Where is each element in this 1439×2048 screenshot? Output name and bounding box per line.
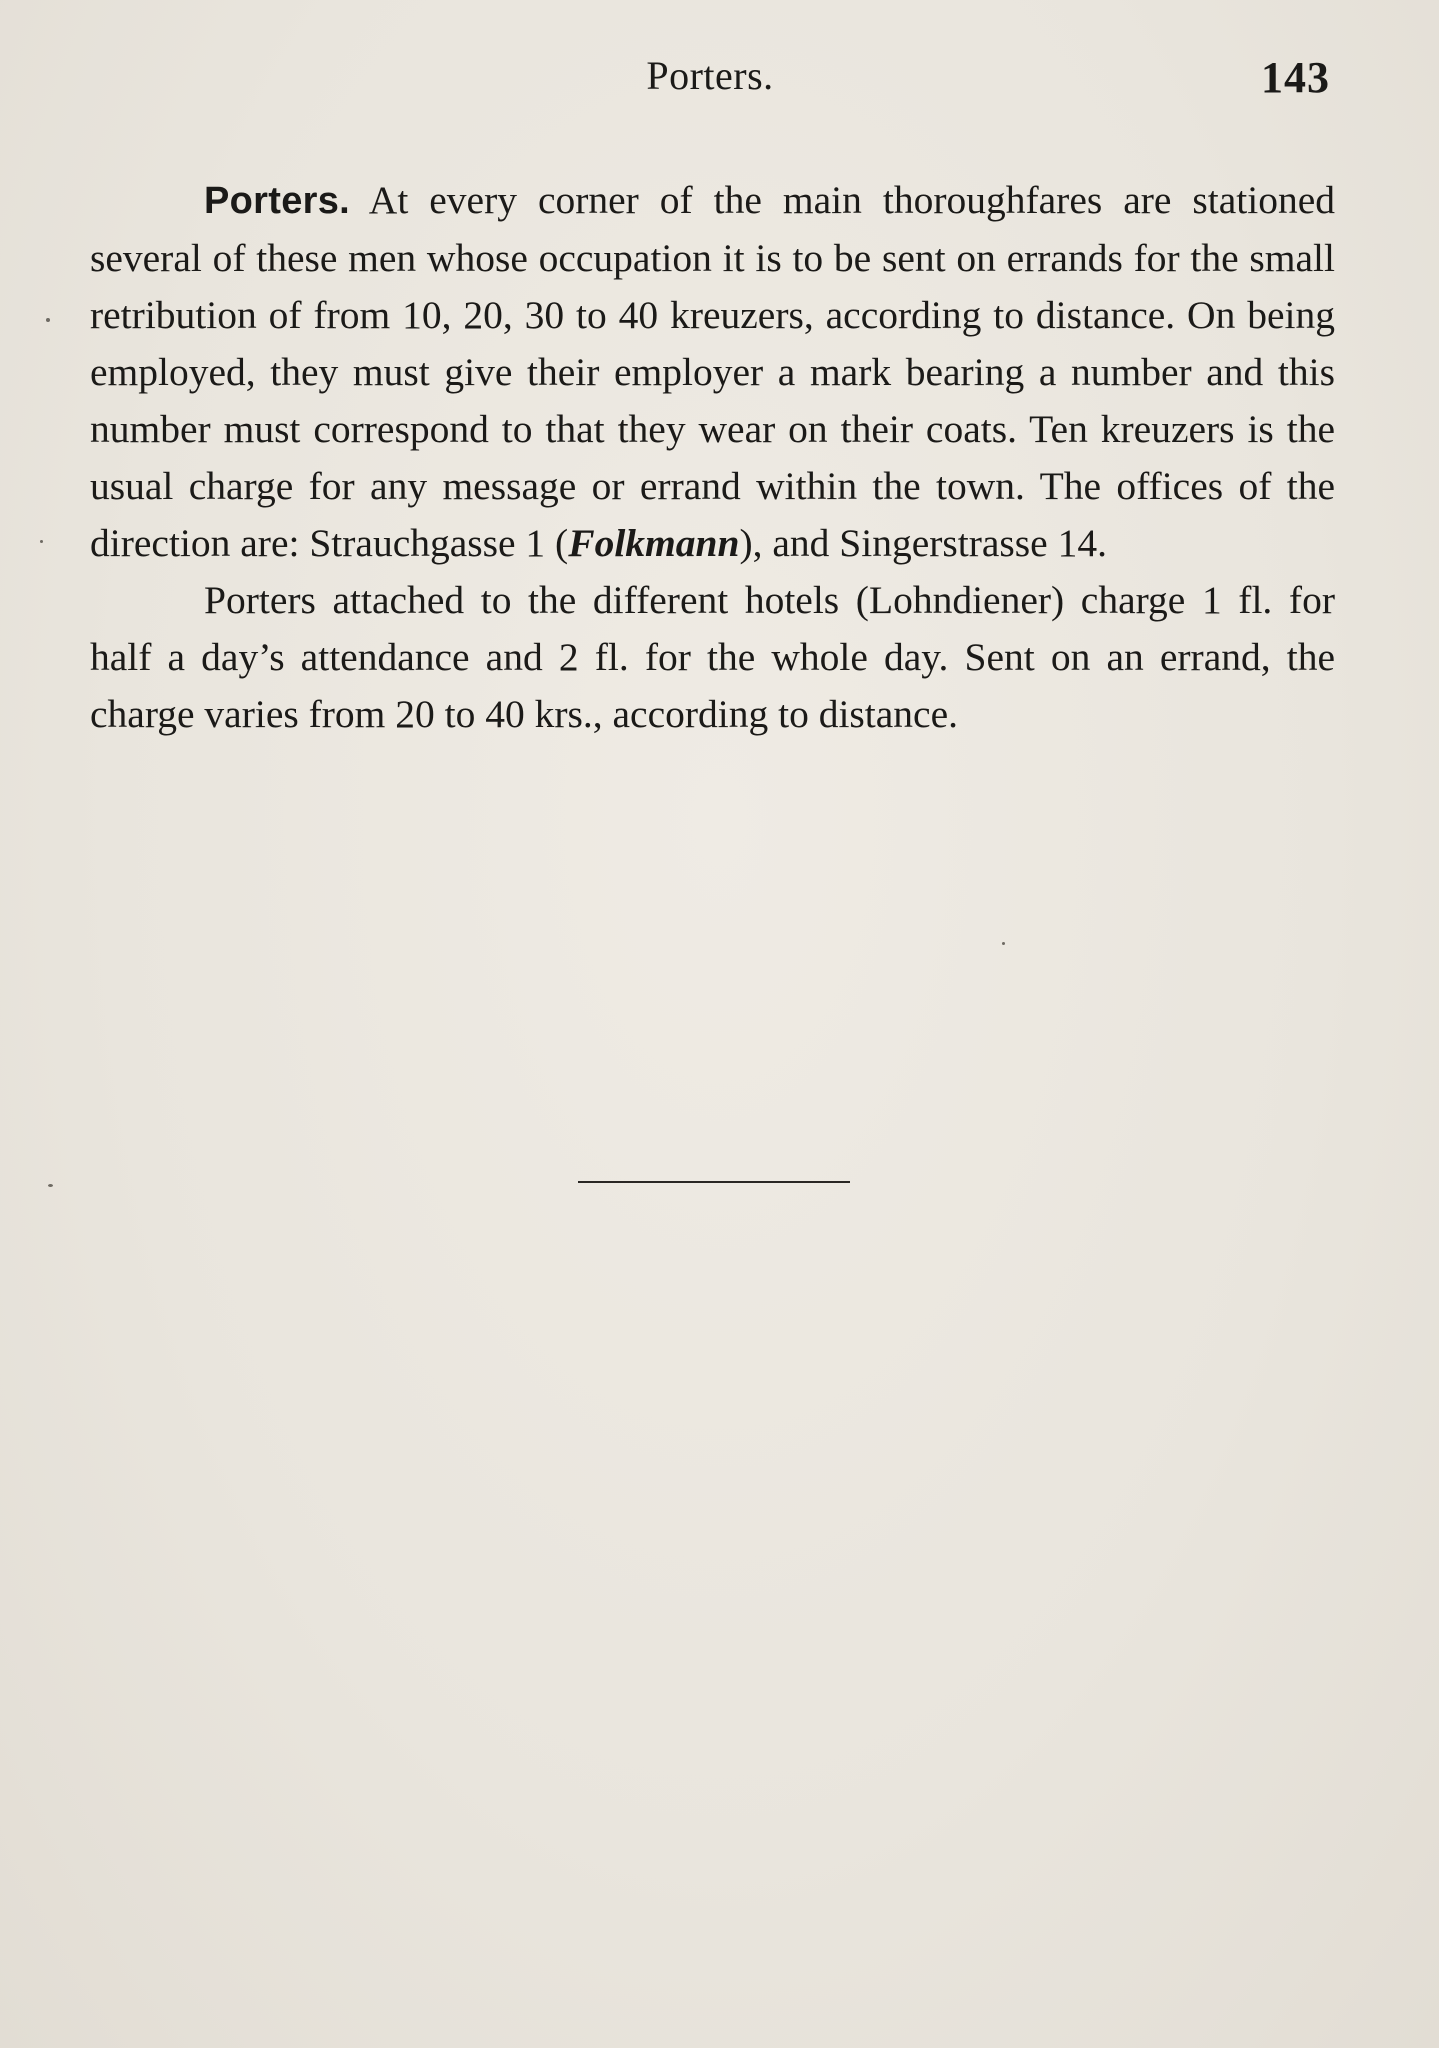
paper-speck (46, 318, 50, 322)
page-header (90, 52, 1330, 112)
paper-speck (1002, 942, 1005, 945)
paper-speck (40, 540, 43, 543)
paragraph-porters (90, 172, 1335, 572)
page-number: 143 (1261, 53, 1330, 102)
italic-name: Folkmann (568, 521, 740, 565)
paragraph-text: At every corner of the main thoroughfares are stationed several of these men whose occupation it is to be sent on errands for the small retribution of from 10, 20, 30 to 40 kreuzers, according to distance. On being employed, they must give their employer a mark bearing a number and this number must correspond to that they wear on their coats. Ten kreuzers is the usual charge for any message or errand within the town. The offices of the direction are: Strauchgasse 1 ( (90, 178, 1335, 565)
entry-heading: Porters. (204, 180, 351, 222)
paper-speck (48, 1184, 53, 1187)
paragraph-hotel-porters: Porters attached to the different hotels (Lohndiener) charge 1 fl. for half a day’s attendance and 2 fl. for the whole day. Sent on an errand, the charge varies from 20 to 40 krs., according to distance. (90, 578, 1335, 736)
paragraph-text-end: ), and Singerstrasse 14. (739, 521, 1107, 565)
running-head: Porters. (646, 53, 774, 98)
section-divider-rule (578, 1181, 850, 1183)
body-text (90, 172, 1335, 743)
